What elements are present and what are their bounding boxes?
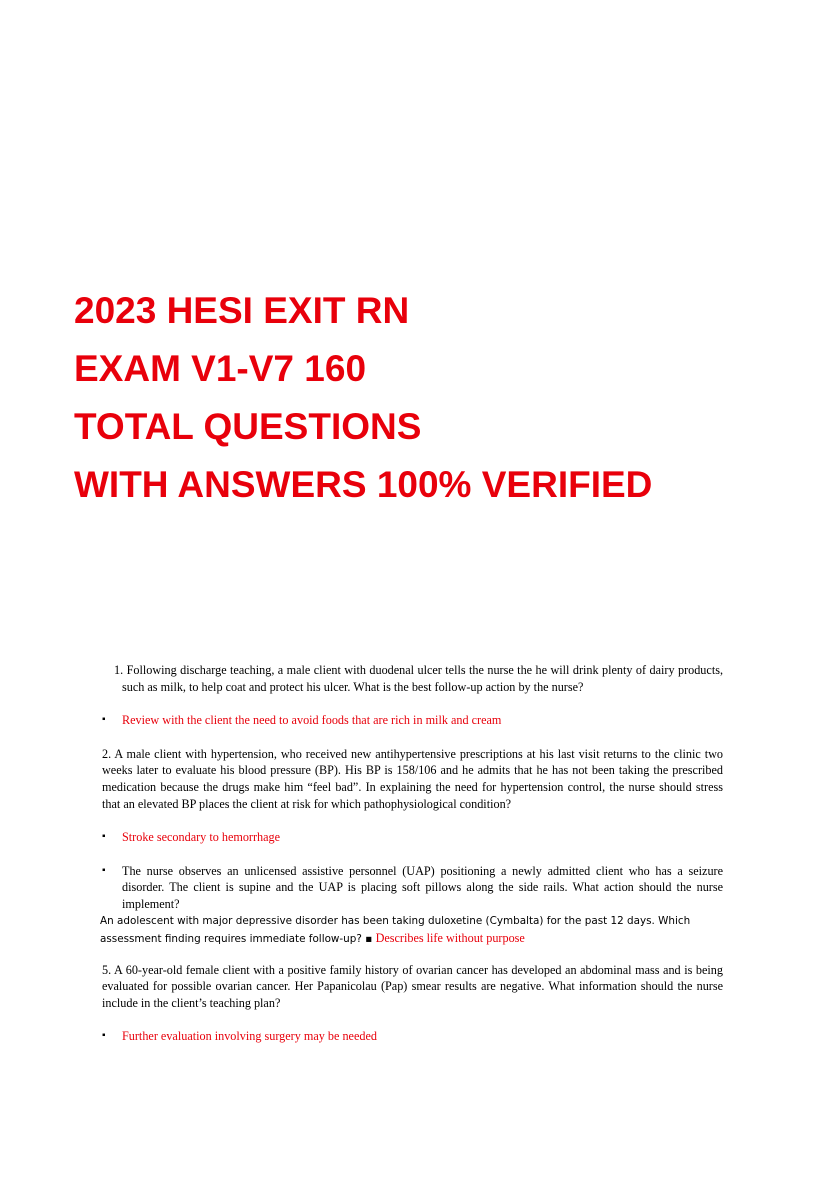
questions-section	[102, 662, 723, 1045]
document-title	[74, 282, 774, 514]
question-4-answer: Describes life without purpose	[375, 930, 525, 945]
question-3-text	[102, 863, 723, 913]
question-5-text: 5. A 60-year-old female client with a positive family history of ovarian cancer has developed an abdominal mass and is being evaluated for possible ovarian cancer. Her Papanicolau (Pap) smear results are negative. What information should the nurse include in the client’s teaching plan?	[102, 962, 723, 1010]
question-4-body: An adolescent with major depressive disorder has been taking duloxetine (Cymbalta) for the past 12 days. Which assessment finding requires immediate follow-up?	[100, 914, 691, 945]
bullet-icon: ▪	[102, 864, 106, 876]
answer-text: Stroke secondary to hemorrhage	[122, 830, 281, 845]
question-1-text: 1. Following discharge teaching, a male client with duodenal ulcer tells the nurse the he will drink plenty of dairy products, such as milk, to help coat and protect his ulcer. What is the best follow-up action by the nurse?	[114, 663, 723, 694]
title-line-1: 2023 HESI EXIT RN	[74, 290, 410, 331]
bullet-icon: ▪	[102, 714, 106, 726]
answer-text: Further evaluation involving surgery may be needed	[122, 1029, 377, 1044]
question-5-answer	[102, 1028, 723, 1045]
title-line-3: TOTAL QUESTIONS	[74, 406, 422, 447]
question-2-text: 2. A male client with hypertension, who received new antihypertensive prescriptions at his last visit returns to the clinic two weeks later to evaluate his blood pressure (BP). His BP is 158/106 and he admits that he has not been taking the prescribed medication because the drugs make him “feel bad”. In explaining the need for hypertension control, the nurse should stress that an elevated BP places the client at risk for which pathophysiological condition?	[102, 746, 723, 811]
question-4-text	[100, 913, 740, 948]
answer-text: Review with the client the need to avoid foods that are rich in milk and cream	[122, 713, 502, 728]
question-2-answer	[102, 829, 723, 846]
title-line-4: WITH ANSWERS 100% VERIFIED	[74, 464, 653, 505]
title-line-2: EXAM V1-V7 160	[74, 348, 367, 389]
question-3-body: The nurse observes an unlicensed assistive personnel (UAP) positioning a newly admitted client who has a seizure disorder. The client is supine and the UAP is placing soft pillows along the side rails. What action should the nurse implement?	[122, 863, 723, 911]
bullet-icon: ▪	[102, 831, 106, 843]
question-1-answer	[102, 712, 723, 729]
bullet-icon: ▪	[365, 932, 373, 945]
bullet-icon: ▪	[102, 1030, 106, 1042]
